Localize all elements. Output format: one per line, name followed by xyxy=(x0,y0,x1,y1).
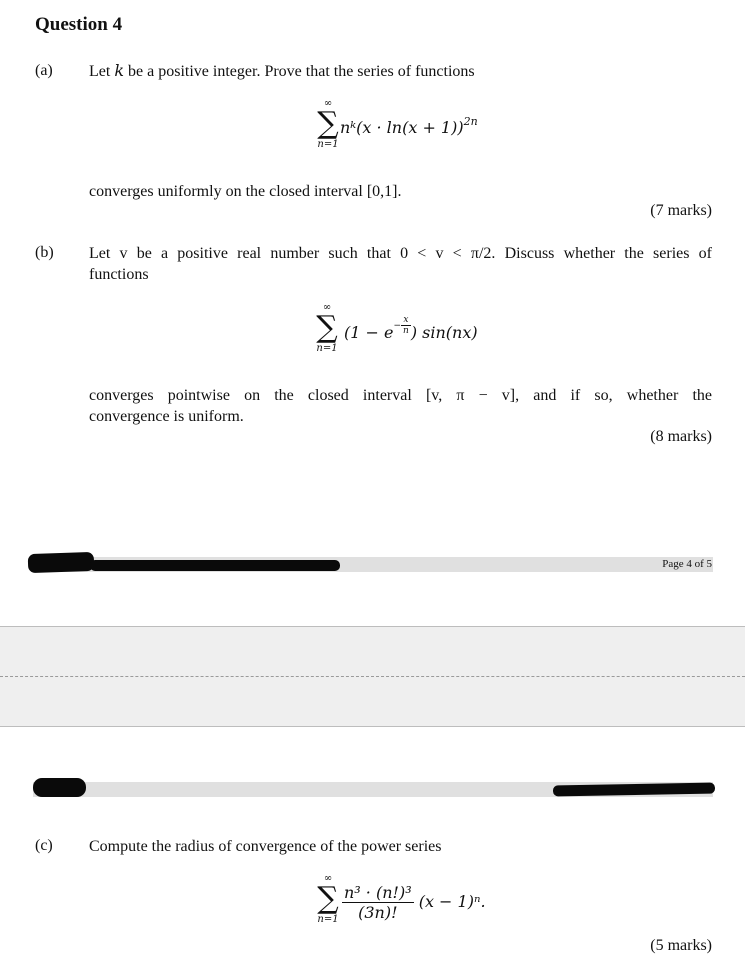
page-break-dashed-line xyxy=(0,676,745,677)
part-c-label: (c) xyxy=(35,837,53,854)
part-c-term xyxy=(342,883,486,922)
page-break-top-line xyxy=(0,626,745,627)
redaction-mark xyxy=(33,778,86,797)
part-a-intro xyxy=(89,60,475,82)
part-c-frac-num: n³ · (n!)³ xyxy=(344,883,412,902)
part-a-sum-lower: n=1 xyxy=(317,139,339,150)
part-c-intro: Compute the radius of convergence of the power series xyxy=(89,838,442,855)
redaction-mark xyxy=(28,552,95,573)
part-c-sigma-icon: ∑ xyxy=(317,881,339,916)
part-a-term-base: nᵏ(x · ln(x + 1)) xyxy=(340,118,464,137)
part-b-term-open: (1 − e xyxy=(344,323,394,342)
part-b-intro-line2: functions xyxy=(89,266,149,283)
part-a-sum-upper: ∞ xyxy=(323,98,333,109)
part-a-sum xyxy=(313,98,343,150)
part-c-sum xyxy=(313,873,343,925)
part-c-frac-den: (3n)! xyxy=(358,903,398,922)
part-b-intro-line1: Let v be a positive real number such that 0 < v < π/2. Discuss whether the series of xyxy=(89,245,712,262)
part-c-term-tail: (x − 1)ⁿ. xyxy=(418,892,486,911)
page-break-bottom-line xyxy=(0,726,745,727)
part-a-term-exp: 2n xyxy=(463,115,478,128)
part-b-term xyxy=(344,315,478,346)
part-b-sum-upper: ∞ xyxy=(322,302,332,313)
part-a-intro-var: k xyxy=(114,61,125,80)
part-b-exp-num: x xyxy=(401,315,411,326)
part-b-conclusion-line2: convergence is uniform. xyxy=(89,408,244,425)
question-title: Question 4 xyxy=(35,14,123,35)
part-b-marks: (8 marks) xyxy=(650,428,712,445)
page-number: Page 4 of 5 xyxy=(662,558,712,570)
part-b-sum-lower: n=1 xyxy=(316,343,338,354)
part-c-marks: (5 marks) xyxy=(650,937,712,954)
part-b-label: (b) xyxy=(35,244,54,261)
part-c-sum-upper: ∞ xyxy=(323,873,333,884)
redaction-mark xyxy=(90,560,340,571)
part-b-term-close: ) sin(nx) xyxy=(410,323,478,342)
part-a-label: (a) xyxy=(35,62,53,79)
part-b-exp-den: n xyxy=(403,326,409,336)
part-c-frac xyxy=(342,883,414,922)
part-b-conclusion-line1: converges pointwise on the closed interval [v, π − v], and if so, whether the xyxy=(89,387,712,404)
part-b-sigma-icon: ∑ xyxy=(316,310,338,345)
part-a-term xyxy=(340,115,478,137)
part-b-sum xyxy=(312,302,342,354)
part-a-conclusion: converges uniformly on the closed interval [0,1]. xyxy=(89,183,402,200)
part-b-exp-frac xyxy=(401,315,411,336)
part-b-exp-sign: − xyxy=(393,321,402,331)
part-b-exponent xyxy=(393,315,410,336)
part-a-marks: (7 marks) xyxy=(650,202,712,219)
part-a-intro-pre: Let xyxy=(89,63,115,80)
part-a-sigma-icon: ∑ xyxy=(317,106,339,141)
part-c-sum-lower: n=1 xyxy=(317,914,339,925)
part-a-intro-post: be a positive integer. Prove that the series of functions xyxy=(124,63,475,80)
